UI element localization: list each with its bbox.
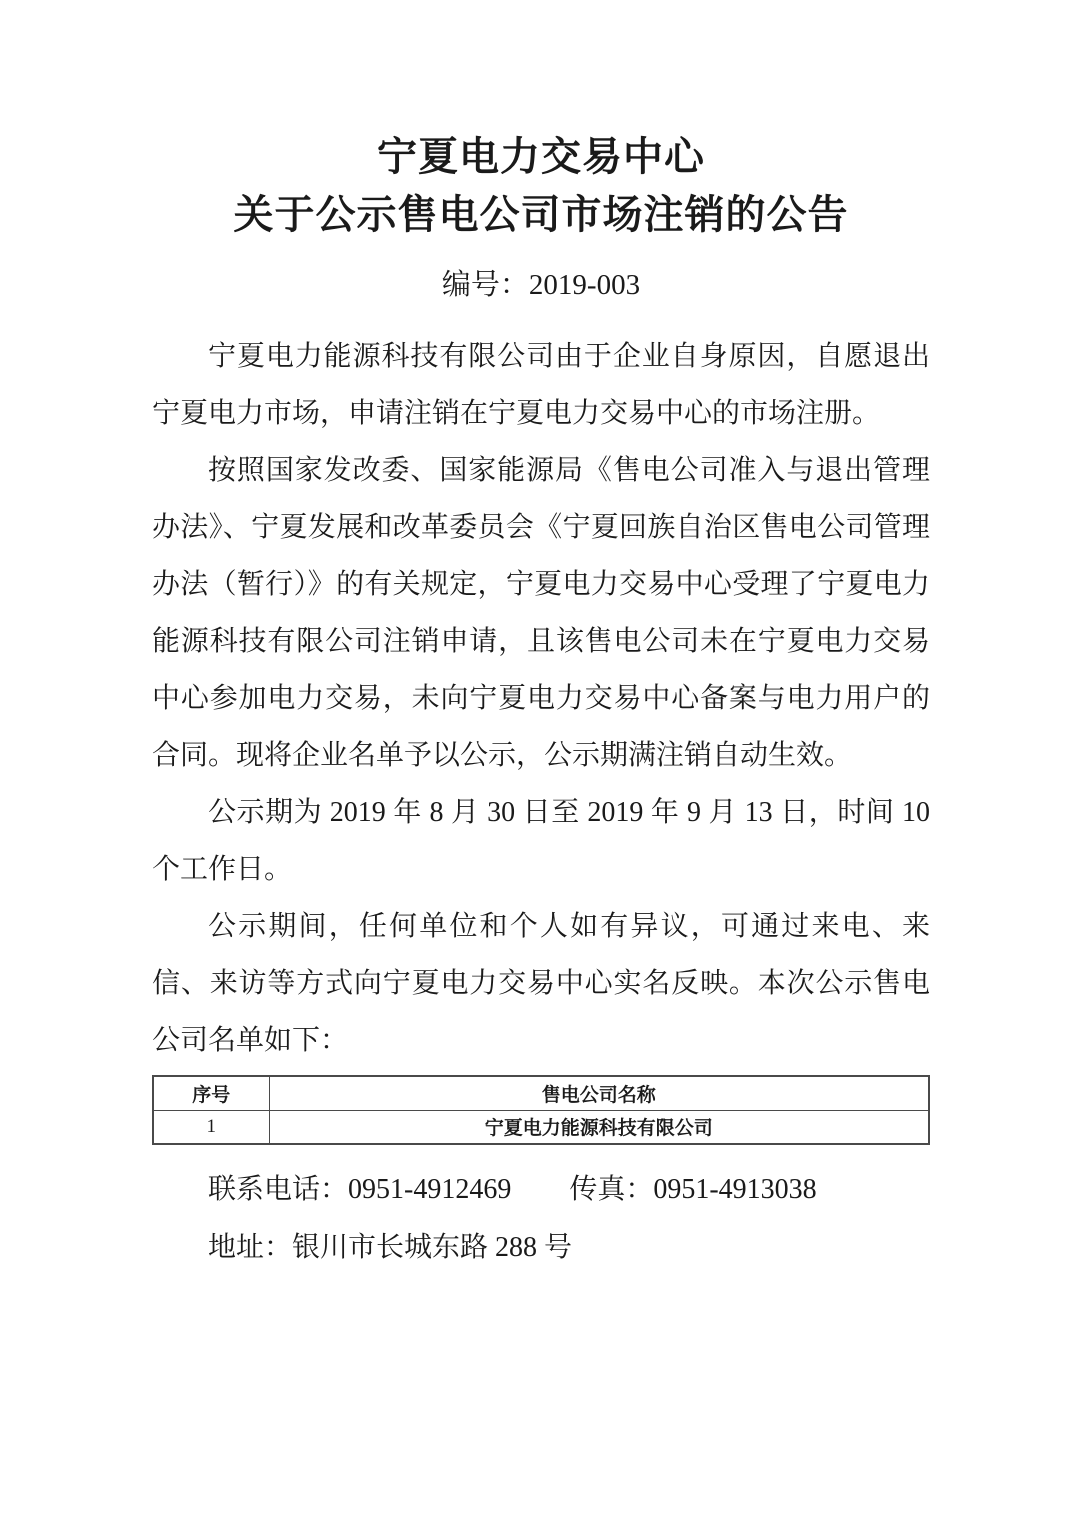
table-cell-seq: 1 <box>153 1110 269 1144</box>
table-cell-company-name: 宁夏电力能源科技有限公司 <box>269 1110 929 1144</box>
fax-number: 0951-4913038 <box>653 1174 817 1205</box>
table-header-company-name: 售电公司名称 <box>269 1076 929 1110</box>
paragraph-objection: 公示期间，任何单位和个人如有异议，可通过来电、来信、来访等方式向宁夏电力交易中心实名反映。本次公示售电公司名单如下： <box>152 911 930 1056</box>
phone-number: 0951-4912469 <box>348 1174 512 1205</box>
table-header-seq: 序号 <box>153 1076 269 1110</box>
company-table <box>152 1075 930 1145</box>
contact-line <box>152 1161 930 1219</box>
fax-label: 传真： <box>569 1174 654 1205</box>
paragraph-publicity-period: 公示期为 2019 年 8 月 30 日至 2019 年 9 月 13 日，时间 10 个工作日。 <box>152 797 930 885</box>
address-line: 地址：银川市长城东路 288 号 <box>208 1232 573 1263</box>
doc-number: 编号：2019-003 <box>441 269 641 301</box>
page-title-line2: 关于公示售电公司市场注销的公告 <box>233 192 849 237</box>
contact-block <box>152 1161 930 1277</box>
page-title-line1: 宁夏电力交易中心 <box>377 134 705 179</box>
phone-label: 联系电话： <box>208 1174 349 1205</box>
paragraph-regulations: 按照国家发改委、国家能源局《售电公司准入与退出管理办法》、宁夏发展和改革委员会《宁夏回族自治区售电公司管理办法（暂行）》的有关规定，宁夏电力交易中心受理了宁夏电力能源科技有限公司注销申请，且该售电公司未在宁夏电力交易中心参加电力交易，未向宁夏电力交易中心备案与电力用户的合同。现将企业名单予以公示，公示期满注销自动生效。 <box>152 455 930 771</box>
paragraph-withdrawal: 宁夏电力能源科技有限公司由于企业自身原因，自愿退出宁夏电力市场，申请注销在宁夏电力交易中心的市场注册。 <box>152 341 930 429</box>
announcement-body <box>152 328 930 1069</box>
table-row <box>153 1110 929 1144</box>
table-header-row <box>153 1076 929 1110</box>
